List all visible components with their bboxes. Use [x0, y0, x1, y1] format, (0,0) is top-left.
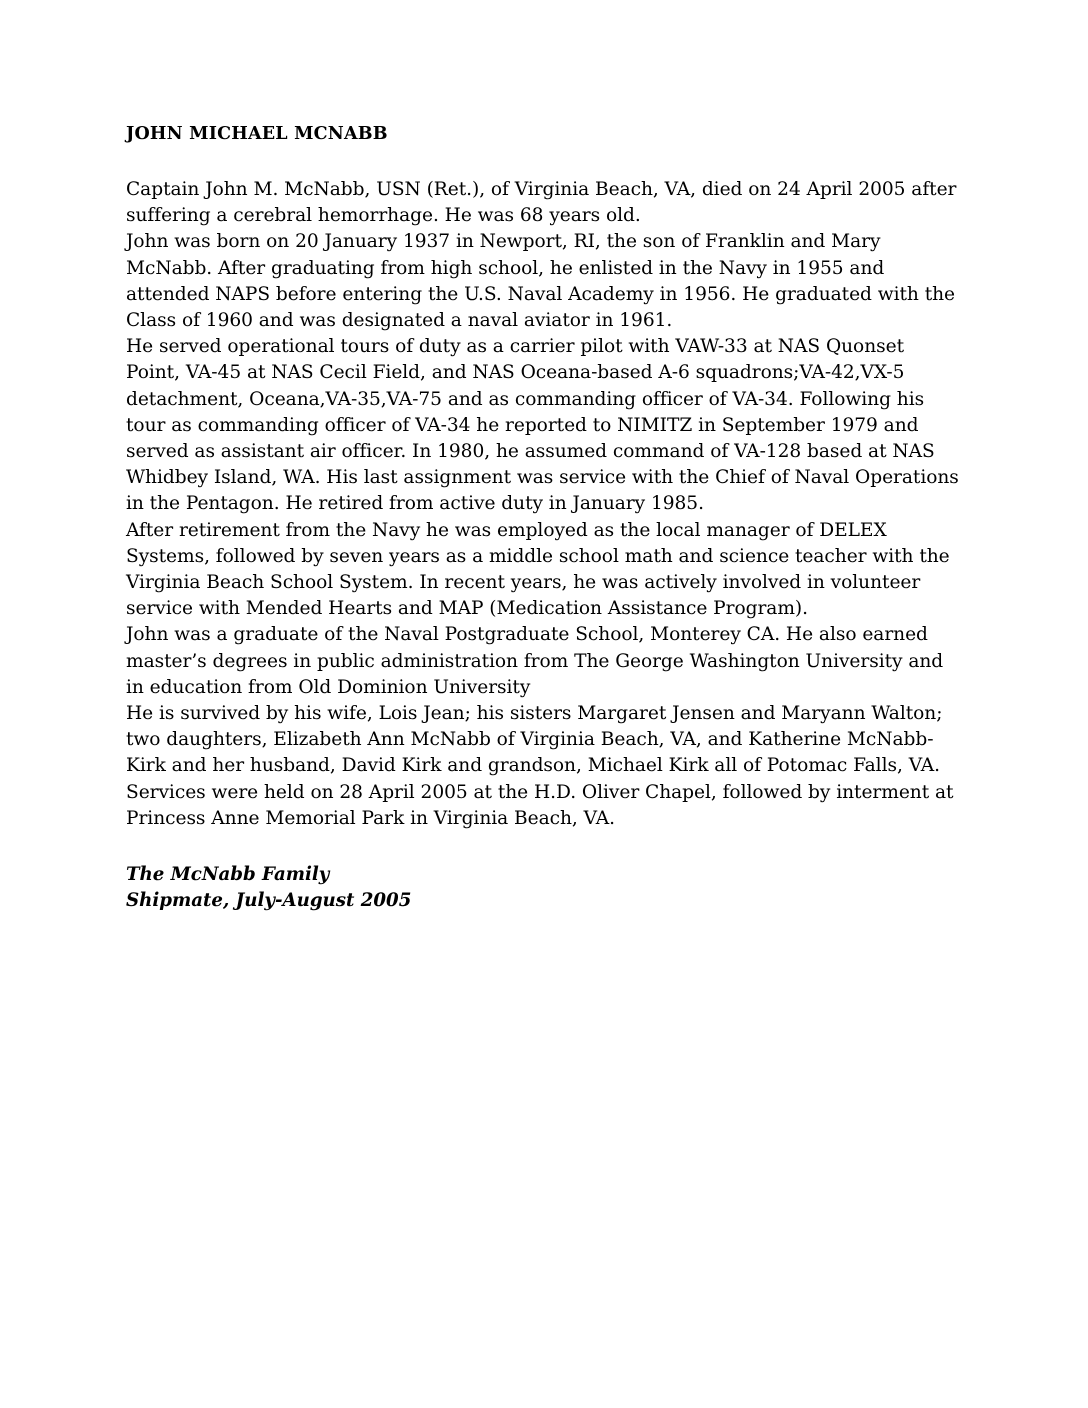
signature-author: The McNabb Family: [126, 864, 330, 886]
paragraph-early-life: John was born on 20 January 1937 in Newport, RI, the son of Franklin and Mary McNabb. After graduating from high school, he enlisted in the Navy in 1955 and attended NAPS before entering the U.S. Naval Academy in 1956. He graduated with the Class of 1960 and was designated a naval aviator in 1961.: [126, 231, 956, 332]
paragraph-post-retirement: After retirement from the Navy he was employed as the local manager of DELEX Systems, followed by seven years as a middle school math and science teacher with the Virginia Beach School System. In recent years, he was actively involved in volunteer service with Mended Hearts and MAP (Medication Assistance Program).: [126, 519, 950, 620]
paragraph-naval-career: He served operational tours of duty as a carrier pilot with VAW-33 at NAS Quonset Point, VA-45 at NAS Cecil Field, and NAS Oceana-based A-6 squadrons;VA-42,VX-5 detachment, Oceana,VA-35,VA-75 and as commanding officer of VA-34. Following his tour as commanding officer of VA-34 he reported to NIMITZ in September 1979 and served as assistant air officer. In 1980, he assumed command of VA-128 based at NAS Whidbey Island, WA. His last assignment was service with the Chief of Naval Operations in the Pentagon. He retired from active duty in January 1985.: [126, 336, 959, 515]
signature-source: Shipmate, July-August 2005: [126, 889, 412, 911]
signature-block: [126, 862, 962, 913]
page-title: JOHN MICHAEL MCNABB: [126, 124, 388, 144]
paragraph-education: John was a graduate of the Naval Postgraduate School, Monterey CA. He also earned master’s degrees in public administration from The George Washington University and in education from Old Dominion University: [126, 624, 944, 698]
paragraph-survivors: He is survived by his wife, Lois Jean; his sisters Margaret Jensen and Maryann Walton; two daughters, Elizabeth Ann McNabb of Virginia Beach, VA, and Katherine McNabb-Kirk and her husband, David Kirk and grandson, Michael Kirk all of Potomac Falls, VA. Services were held on 28 April 2005 at the H.D. Oliver Chapel, followed by interment at Princess Anne Memorial Park in Virginia Beach, VA.: [126, 703, 954, 829]
document-body: [126, 124, 962, 913]
paragraph-death-notice: Captain John M. McNabb, USN (Ret.), of Virginia Beach, VA, died on 24 April 2005 after suffering a cerebral hemorrhage. He was 68 years old.: [126, 179, 957, 227]
